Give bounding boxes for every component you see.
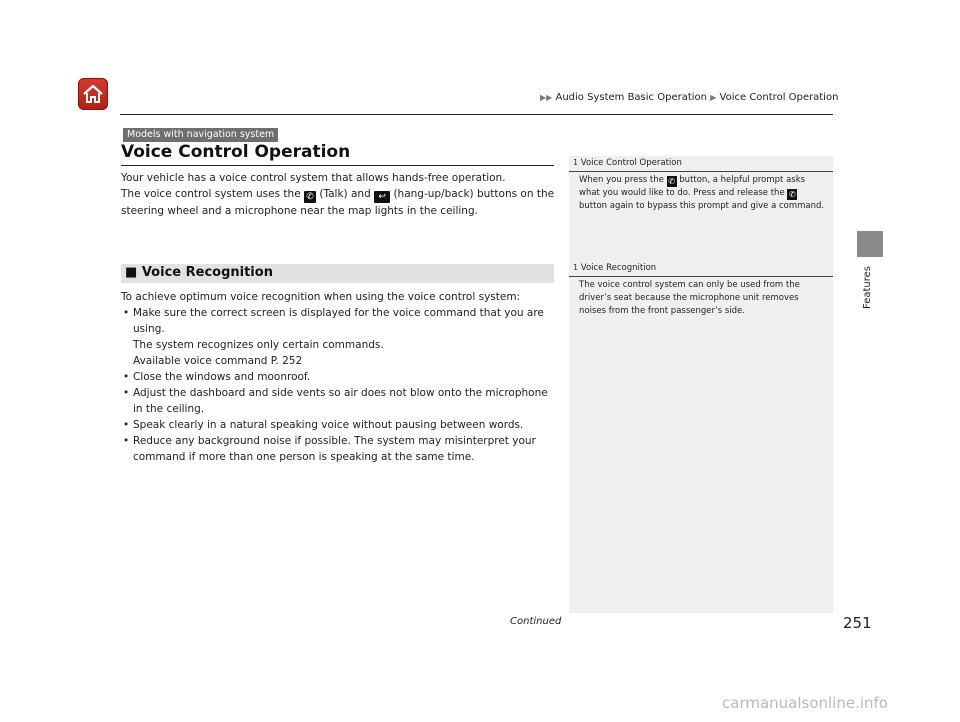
breadcrumb-arrow-icon: ▶▶: [540, 93, 553, 102]
features-tab-marker[interactable]: [857, 231, 883, 257]
note-text: button again to bypass this prompt and give a command.: [579, 201, 825, 211]
talk-icon: ✆: [304, 191, 316, 203]
notes-sidebar: [569, 156, 833, 613]
note-title: Voice Recognition: [580, 263, 657, 273]
home-icon: [82, 83, 104, 105]
list-sub-link[interactable]: Available voice command P. 252: [133, 355, 303, 367]
note-title: Voice Control Operation: [580, 158, 682, 168]
breadcrumb-audio-system-link[interactable]: Audio System Basic Operation: [555, 92, 707, 103]
breadcrumb-voice-control-link[interactable]: Voice Control Operation: [719, 92, 839, 103]
features-tab-label: Features: [862, 266, 873, 309]
intro-buttons-text: [121, 186, 557, 219]
intro-text-talk: (Talk) and: [319, 188, 371, 200]
page-title: Voice Control Operation: [121, 142, 351, 162]
talk-icon: ✆: [668, 177, 675, 186]
continued-label: Continued: [510, 616, 562, 627]
list-item: • Speak clearly in a natural speaking voice without pausing between words.: [121, 417, 557, 433]
section-title: [125, 265, 273, 280]
note-text: button, a helpful prompt asks what you would like to do. Press and release the: [579, 175, 806, 198]
tips-list: [121, 305, 557, 465]
section-title-text: Voice Recognition: [141, 265, 273, 280]
breadcrumb-arrow-icon: ▶: [710, 93, 717, 102]
note-mark: 1: [573, 263, 579, 272]
note-heading: [573, 263, 656, 273]
list-item: [121, 305, 557, 369]
section-lead: To achieve optimum voice recognition when using the voice control system:: [121, 291, 521, 303]
breadcrumb: [540, 92, 838, 103]
talk-icon: ✆: [789, 190, 796, 199]
note-divider: [569, 171, 833, 172]
list-item: • Close the windows and moonroof.: [121, 369, 557, 385]
list-item-text: Make sure the correct screen is displayed for the voice command that you are using.: [133, 307, 544, 335]
list-item: • Reduce any background noise if possible. The system may misinterpret your command if more than one person is speaking at the same time.: [121, 433, 557, 465]
voice-recognition-body: [121, 289, 557, 465]
list-item: • Adjust the dashboard and side vents so air does not blow onto the microphone in the ceiling.: [121, 385, 557, 417]
intro-line: Your vehicle has a voice control system that allows hands-free operation.: [121, 172, 506, 184]
watermark: carmanualsonline.info: [722, 694, 888, 712]
intro-text-hangup: (hang-up/back) buttons on the steering wheel and a microphone near the map lights in the ceiling.: [121, 188, 555, 217]
note-text: When you press the: [579, 175, 664, 185]
model-badge: Models with navigation system: [123, 128, 278, 142]
section-mark-icon: ■: [125, 265, 138, 280]
note-divider: [569, 276, 833, 277]
hang-up-icon: ↩: [374, 191, 390, 203]
intro-text-a: The voice control system uses the: [121, 188, 301, 200]
note-heading: [573, 158, 682, 168]
note-mark: 1: [573, 158, 579, 167]
title-divider: [121, 165, 554, 166]
list-sub-text: The system recognizes only certain commands.: [133, 339, 384, 351]
intro-paragraph: [121, 170, 557, 219]
page-number: 251: [843, 614, 872, 632]
note-body: The voice control system can only be used from the driver’s seat because the microphone unit removes noises from the front passenger’s side.: [579, 280, 800, 316]
header-divider: [120, 114, 833, 115]
note-body: [579, 174, 827, 213]
home-button[interactable]: [78, 78, 108, 110]
